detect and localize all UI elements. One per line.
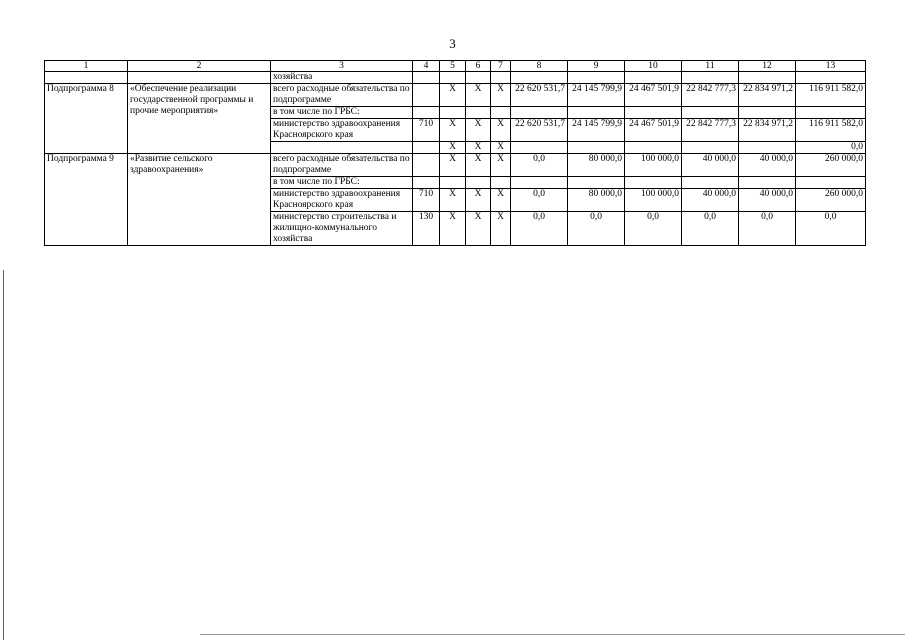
col-header-10: 10 [625, 61, 682, 72]
sub9-health-c11: 40 000,0 [682, 189, 739, 212]
col-header-3: 3 [271, 61, 413, 72]
sub9-incl-label: в том числе по ГРБС: [271, 177, 413, 189]
table-row: Подпрограмма 8 «Обеспечение реализации государственной программы и прочие мероприятия» всего расходные обязательства по подпрограмме Х Х Х 22 620 531,7 24 145 799,9 24 467 501,9 22 842 777,3 22 834 971,2 116 911 582,0 [45, 84, 866, 107]
sub9-total-c13: 260 000,0 [796, 154, 866, 177]
sub8-extra-c13: 0,0 [796, 142, 866, 154]
scan-bottom-line [200, 634, 905, 635]
table-row: министерство строительства и жилищно-коммунального хозяйства 130 Х Х Х 0,0 0,0 0,0 0,0 0,0 0,0 [45, 212, 866, 246]
sub8-ministry-c9: 24 145 799,9 [568, 119, 625, 142]
col-header-1: 1 [45, 61, 128, 72]
sub8-ministry-c11: 22 842 777,3 [682, 119, 739, 142]
col-header-4: 4 [413, 61, 440, 72]
continuation-text: хозяйства [271, 72, 413, 84]
continuation-row [45, 72, 866, 84]
col-header-7: 7 [491, 61, 511, 72]
subprogram-8-title: «Обеспечение реализации государственной программы и прочие мероприятия» [128, 84, 271, 154]
table-row: министерство здравоохранения Красноярского края 710 Х Х Х 0,0 80 000,0 100 000,0 40 000,0 40 000,0 260 000,0 [45, 189, 866, 212]
table-row: Х Х Х 0,0 [45, 142, 866, 154]
col-header-9: 9 [568, 61, 625, 72]
col-header-11: 11 [682, 61, 739, 72]
sub8-total-c13: 116 911 582,0 [796, 84, 866, 107]
sub9-health-c10: 100 000,0 [625, 189, 682, 212]
sub9-construction-c10: 0,0 [625, 212, 682, 246]
sub9-health-label: министерство здравоохранения Красноярского края [271, 189, 413, 212]
sub9-total-label: всего расходные обязательства по подпрограмме [271, 154, 413, 177]
col-header-2: 2 [128, 61, 271, 72]
sub8-ministry-label: министерство здравоохранения Красноярского края [271, 119, 413, 142]
sub8-incl-label: в том числе по ГРБС: [271, 107, 413, 119]
table-row: министерство здравоохранения Красноярского края 710 Х Х Х 22 620 531,7 24 145 799,9 24 467 501,9 22 842 777,3 22 834 971,2 116 911 582,0 [45, 119, 866, 142]
page-number: 3 [449, 36, 456, 51]
sub9-construction-c9: 0,0 [568, 212, 625, 246]
sub9-construction-c12: 0,0 [739, 212, 796, 246]
header-row [45, 61, 866, 72]
subprogram-9-title: «Развитие сельского здравоохранения» [128, 154, 271, 246]
sub9-construction-c8: 0,0 [511, 212, 568, 246]
col-header-6: 6 [466, 61, 491, 72]
subprogram-8-name: Подпрограмма 8 [45, 84, 128, 154]
sub9-health-c9: 80 000,0 [568, 189, 625, 212]
sub9-total-c10: 100 000,0 [625, 154, 682, 177]
sub8-total-c10: 24 467 501,9 [625, 84, 682, 107]
sub9-health-c8: 0,0 [511, 189, 568, 212]
sub9-health-c13: 260 000,0 [796, 189, 866, 212]
sub8-total-label: всего расходные обязательства по подпрограмме [271, 84, 413, 107]
sub8-ministry-c10: 24 467 501,9 [625, 119, 682, 142]
sub9-total-c8: 0,0 [511, 154, 568, 177]
sub9-total-c11: 40 000,0 [682, 154, 739, 177]
sub9-health-c12: 40 000,0 [739, 189, 796, 212]
budget-table [44, 60, 866, 246]
sub9-construction-c13: 0,0 [796, 212, 866, 246]
sub9-construction-c11: 0,0 [682, 212, 739, 246]
sub8-total-c11: 22 842 777,3 [682, 84, 739, 107]
sub8-total-c9: 24 145 799,9 [568, 84, 625, 107]
col-header-13: 13 [796, 61, 866, 72]
scan-edge-line [3, 270, 4, 640]
sub9-construction-label: министерство строительства и жилищно-коммунального хозяйства [271, 212, 413, 246]
col-header-8: 8 [511, 61, 568, 72]
table-row: Подпрограмма 9 «Развитие сельского здравоохранения» всего расходные обязательства по подпрограмме Х Х Х 0,0 80 000,0 100 000,0 40 000,0 40 000,0 260 000,0 [45, 154, 866, 177]
sub8-total-c8: 22 620 531,7 [511, 84, 568, 107]
sub8-ministry-c13: 116 911 582,0 [796, 119, 866, 142]
sub9-total-c9: 80 000,0 [568, 154, 625, 177]
sub8-total-c12: 22 834 971,2 [739, 84, 796, 107]
sub8-ministry-c8: 22 620 531,7 [511, 119, 568, 142]
sub8-ministry-c12: 22 834 971,2 [739, 119, 796, 142]
col-header-12: 12 [739, 61, 796, 72]
sub9-total-c12: 40 000,0 [739, 154, 796, 177]
col-header-5: 5 [440, 61, 466, 72]
subprogram-9-name: Подпрограмма 9 [45, 154, 128, 246]
